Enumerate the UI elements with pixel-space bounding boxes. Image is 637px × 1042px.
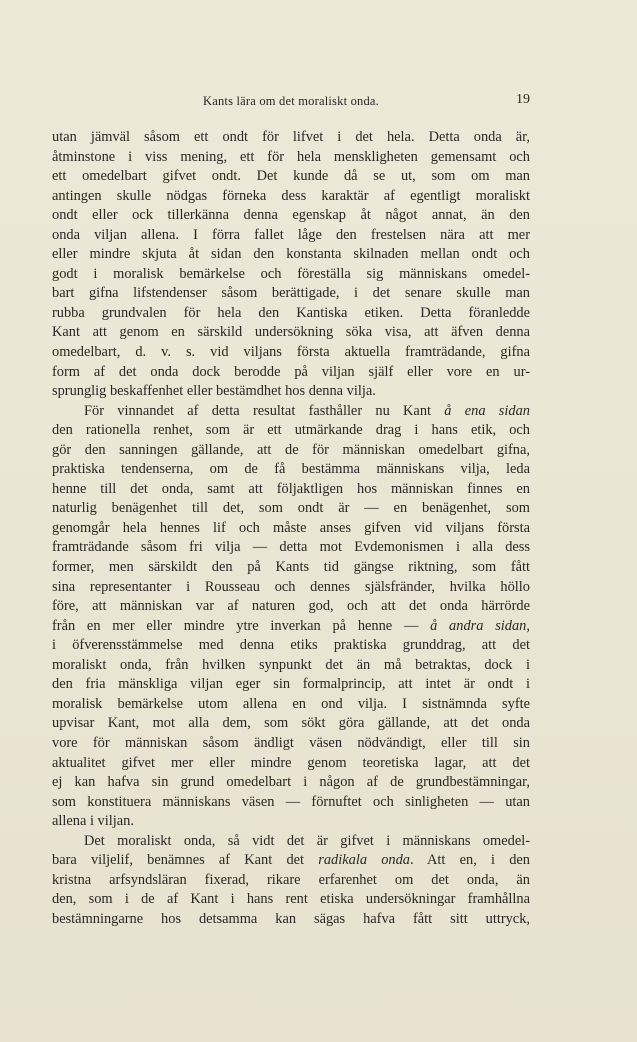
text-line: bestämningarne hos detsamma kan sägas hafva fått sitt uttryck, — [52, 910, 530, 927]
text-line: former, men särskildt den på Kants tid gängse riktning, som fått — [52, 559, 530, 576]
text-line: För vinnandet af detta resultat fasthåller nu Kant å ena sidan — [84, 402, 530, 419]
text-line: upvisar Kant, mot alla dem, som sökt göra gällande, att det onda — [52, 715, 530, 732]
text-line: form af det onda dock berodde på viljan själf eller vore en ur- — [52, 363, 530, 380]
text-line: moralisk bemärkelse utom allena en ond vilja. I sistnämnda syfte — [52, 695, 530, 712]
running-title: Kants lära om det moraliskt onda. — [202, 94, 379, 108]
text-line: Det moraliskt onda, så vidt det är gifvet i människans omedel- — [84, 832, 530, 849]
text-line: den fria mänskliga viljan eger sin formalprincip, att intet är ondt i — [52, 676, 530, 693]
text-line: rubba grundvalen för hela den Kantiska etiken. Detta föranledde — [52, 304, 530, 321]
text-line: praktiska tendenserna, om de få bestämma människans vilja, leda — [52, 461, 530, 478]
text-line: gör den sanningen gällande, att de för människan omedelbart gifna, — [52, 441, 530, 458]
text-line: från en mer eller mindre ytre inverkan på henne — å andra sidan, — [52, 617, 530, 634]
italic-phrase: å andra sidan — [430, 617, 527, 634]
text-line: utan jämväl såsom ett ondt för lifvet i det hela. Detta onda är, — [52, 129, 530, 145]
text-line: den, som i de af Kant i hans rent etiska undersökningar framhållna — [52, 891, 530, 908]
body-text — [52, 128, 530, 929]
text-line: bara viljelif, benämnes af Kant det radikala onda. Att en, i den — [52, 852, 530, 869]
text-line: godt i moralisk bemärkelse och föreställa sig människans omedel- — [52, 265, 530, 282]
text-line: onda viljan allena. I förra fallet låge den frestelsen nära att mer — [52, 226, 530, 243]
text-line: kristna arfsyndsläran fixerad, rikare erfarenhet om det onda, än — [52, 871, 530, 888]
italic-phrase: å ena sidan — [444, 402, 530, 419]
text-line: henne till det onda, samt att följaktligen hos människan finnes en — [52, 480, 530, 497]
text-line: åtminstone i viss mening, ett för hela menskligheten gemensamt och — [52, 148, 530, 165]
text-line: bart gifna lifstendenser såsom berättigade, i det senare skulle man — [52, 285, 530, 302]
text-line: framträdande såsom fri vilja — detta mot Evdemonismen i alla dess — [52, 539, 530, 556]
text-line: omedelbart, d. v. s. vid viljans första aktuella framträdande, gifna — [52, 344, 530, 361]
text-line: Kant att genom en särskild undersökning söka visa, att äfven denna — [52, 324, 530, 341]
text-line: ej kan hafva sin grund omedelbart i någon af de grundbestämningar, — [52, 774, 530, 791]
text-line: vore för människan såsom ändligt väsen nödvändigt, eller till sin — [52, 734, 530, 751]
text-line: eller mindre skjuta åt sidan den konstanta skilnaden mellan ondt och — [52, 246, 530, 263]
page-header — [52, 94, 530, 114]
italic-phrase: radikala onda — [318, 852, 411, 869]
text-line: allena i viljan. — [52, 813, 134, 830]
text-line: som konstituera människans väsen — förnuftet och sinligheten — utan — [52, 793, 530, 810]
text-line: aktualitet gifvet mer eller mindre genom teoretiska lagar, att det — [52, 754, 530, 771]
text-line: ett omedelbart gifvet ondt. Det kunde då se ut, som om man — [52, 168, 530, 185]
text-line: moraliskt onda, från hvilken synpunkt det än må betraktas, dock i — [52, 656, 530, 673]
text-line: genomgår hela hennes lif och måste anses gifven vid viljans första — [52, 519, 530, 536]
text-line: antingen skulle nödgas förneka dess karaktär af egentligt moraliskt — [52, 187, 530, 204]
text-line: före, att människan var af naturen god, och att det onda härrörde — [52, 598, 530, 615]
text-line: sina representanter i Rousseau och dennes själsfränder, hvilka höllo — [52, 578, 530, 595]
text-line: naturlig benägenhet till det, som ondt är — en benägenhet, som — [52, 500, 530, 517]
text-line: i öfverensstämmelse med denna etiks praktiska grunddrag, att det — [52, 637, 530, 654]
text-line: den rationella renhet, som är ett utmärkande drag i hans etik, och — [52, 422, 530, 439]
text-line: ondt eller ock tillerkänna denna egenskap åt något annat, än den — [52, 207, 530, 224]
text-line: sprunglig beskaffenhet eller bestämdhet hos denna vilja. — [52, 383, 376, 400]
page-number: 19 — [516, 92, 530, 107]
